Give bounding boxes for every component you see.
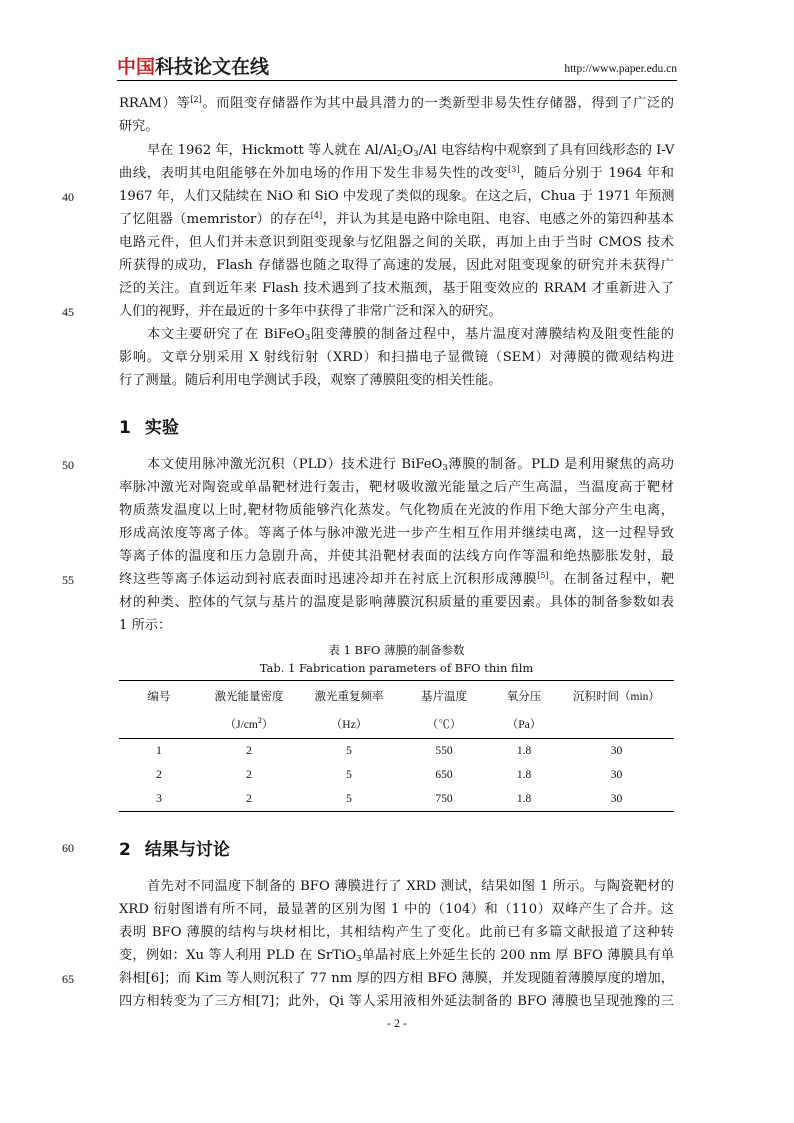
text-line: 材的种类、腔体的气氛与基片的温度是影响薄膜沉积质量的重要因素。具体的制备参数如表 [119, 595, 674, 610]
text-line: 率脉冲激光对陶瓷或单晶靶材进行轰击，靶材吸收激光能量之后产生高温，当温度高于靶材 [119, 480, 674, 495]
table-unit: $(J/cm^2)$ [199, 711, 299, 739]
text-line: 形成高浓度等离子体。等离子体与脉冲激光进一步产生相互作用并继续电离，这一过程导致 [119, 526, 674, 541]
text-line: 早在 1962 年，Hickmott 等人就在 $Al/Al_2O_3/Al$ 电容结构中观察到了具有回线形态的 I-V [147, 143, 675, 159]
table-header: 激光能量密度 [199, 681, 299, 711]
table-unit-row [119, 711, 674, 739]
text-line: 所获得的成功，Flash 存储器也随之取得了高速的发展，因此对阻变现象的研究并未获得广 [119, 258, 674, 273]
text-line: 首先对不同温度下制备的 BFO 薄膜进行了 XRD 测试，结果如图 1 所示。与陶瓷靶材的 [147, 879, 674, 894]
journal-logo: 中国科技论文在线 [117, 56, 270, 78]
citation[interactable]: [5] [537, 571, 549, 580]
text-line: 了忆阻器（memristor）的存在[4]，并认为其是电路中除电阻、电容、电感之外的第四种基本 [119, 211, 674, 227]
table-header: 编号 [119, 681, 199, 711]
line-number: 55 [62, 573, 74, 587]
text-line: 表明 BFO 薄膜的结构与块材相比，其相结构产生了变化。此前已有多篇文献报道了这种转 [119, 925, 674, 940]
text-line: 变，例如：Xu 等人利用 PLD 在 SrTiO$_3$单晶衬底上外延生长的 200 nm 厚 BFO 薄膜具有单 [119, 948, 675, 964]
text-line: 等离子体的温度和压力急剧升高，并使其沿靶材表面的法线方向作等温和绝热膨胀发射，最 [119, 549, 674, 564]
line-number: 60 [62, 841, 74, 855]
text-line: 行了测量。随后利用电学测试手段，观察了薄膜阻变的相关性能。 [119, 373, 502, 388]
line-number: 50 [62, 458, 74, 472]
table-row: 3 2 5 750 1.8 30 [119, 787, 674, 812]
text-line: 泛的关注。直到近年来 Flash 技术遇到了技术瓶颈，基于阻变效应的 RRAM 才重新进入了 [119, 281, 674, 296]
table-unit: （Hz） [299, 711, 399, 739]
text-line: 人们的视野，并在最近的十多年中获得了非常广泛和深入的研究。 [119, 304, 502, 319]
table-header: 沉积时间（min） [559, 681, 674, 711]
page-number: - 2 - [387, 1016, 407, 1030]
text-line: 斜相[6]；而 Kim 等人则沉积了 77 nm 厚的四方相 BFO 薄膜，并发现随着薄膜厚度的增加， [119, 971, 674, 986]
text-line: 曲线，表明其电阻能够在外加电场的作用下发生非易失性的改变[3]，随后分别于 1964 年和 [119, 165, 674, 181]
table-unit: （Pa） [489, 711, 559, 739]
table-header: 氧分压 [489, 681, 559, 711]
table-caption-en: Tab. 1 Fabrication parameters of BFO thin film [259, 661, 534, 675]
citation[interactable]: [2] [190, 95, 202, 104]
citation[interactable]: [4] [310, 211, 323, 220]
table-row: 2 2 5 650 1.8 30 [156, 769, 623, 781]
line-number: 45 [62, 305, 74, 319]
text-line: 研究。 [119, 119, 159, 134]
table-row: 1 2 5 550 1.8 30 [156, 745, 623, 757]
text-line: 1967 年，人们又陆续在 NiO 和 SiO 中发现了类似的现象。在这之后，Chua 于 1971 年预测 [119, 189, 675, 204]
text-line: XRD 衍射图谱有所不同，最显著的区别为图 1 中的（104）和（110）双峰产生了合并。这 [119, 902, 674, 917]
text-line: 1 所示： [119, 618, 172, 633]
line-number: 40 [62, 190, 74, 204]
table-header-row [119, 681, 674, 711]
text-line: 本文使用脉冲激光沉积（PLD）技术进行 BiFeO$_3$薄膜的制备。PLD 是利用聚焦的高功 [147, 457, 674, 473]
section-heading: 1 实验 [119, 418, 179, 438]
text-line: 电路元件，但人们并未意识到阻变现象与忆阻器之间的关联，再加上由于当时 CMOS 技术 [119, 235, 674, 250]
text-line: 本文主要研究了在 BiFeO$_3$阻变薄膜的制备过程中，基片温度对薄膜结构及阻变性能的 [147, 327, 674, 343]
header-url[interactable]: http://www.paper.edu.cn [564, 63, 677, 75]
text-line: 物质蒸发温度以上时,靶材物质能够汽化蒸发。气化物质在光波的作用下绝大部分产生电离， [119, 503, 674, 518]
line-number: 65 [62, 972, 74, 986]
text-line: RRAM）等[2]。而阻变存储器作为其中最具潜力的一类新型非易失性存储器，得到了广泛的 [119, 95, 674, 111]
parameters-table [119, 680, 674, 812]
table-unit: （℃） [399, 711, 489, 739]
page-header [117, 58, 677, 81]
text-line: 影响。文章分别采用 X 射线衍射（XRD）和扫描电子显微镜（SEM）对薄膜的微观结构进 [119, 350, 674, 365]
table-caption-cn: 表 1 BFO 薄膜的制备参数 [328, 643, 465, 657]
table-header: 基片温度 [399, 681, 489, 711]
text-line: 终这些等离子体运动到衬底表面时迅速冷却并在衬底上沉积形成薄膜[5]。在制备过程中，靶 [119, 571, 675, 587]
citation[interactable]: [3] [508, 165, 520, 174]
table-header: 激光重复频率 [299, 681, 399, 711]
section-heading: 2 结果与讨论 [119, 840, 230, 860]
text-line: 四方相转变为了三方相[7]；此外，Qi 等人采用液相外延法制备的 BFO 薄膜也呈现弛豫的三 [119, 994, 674, 1009]
